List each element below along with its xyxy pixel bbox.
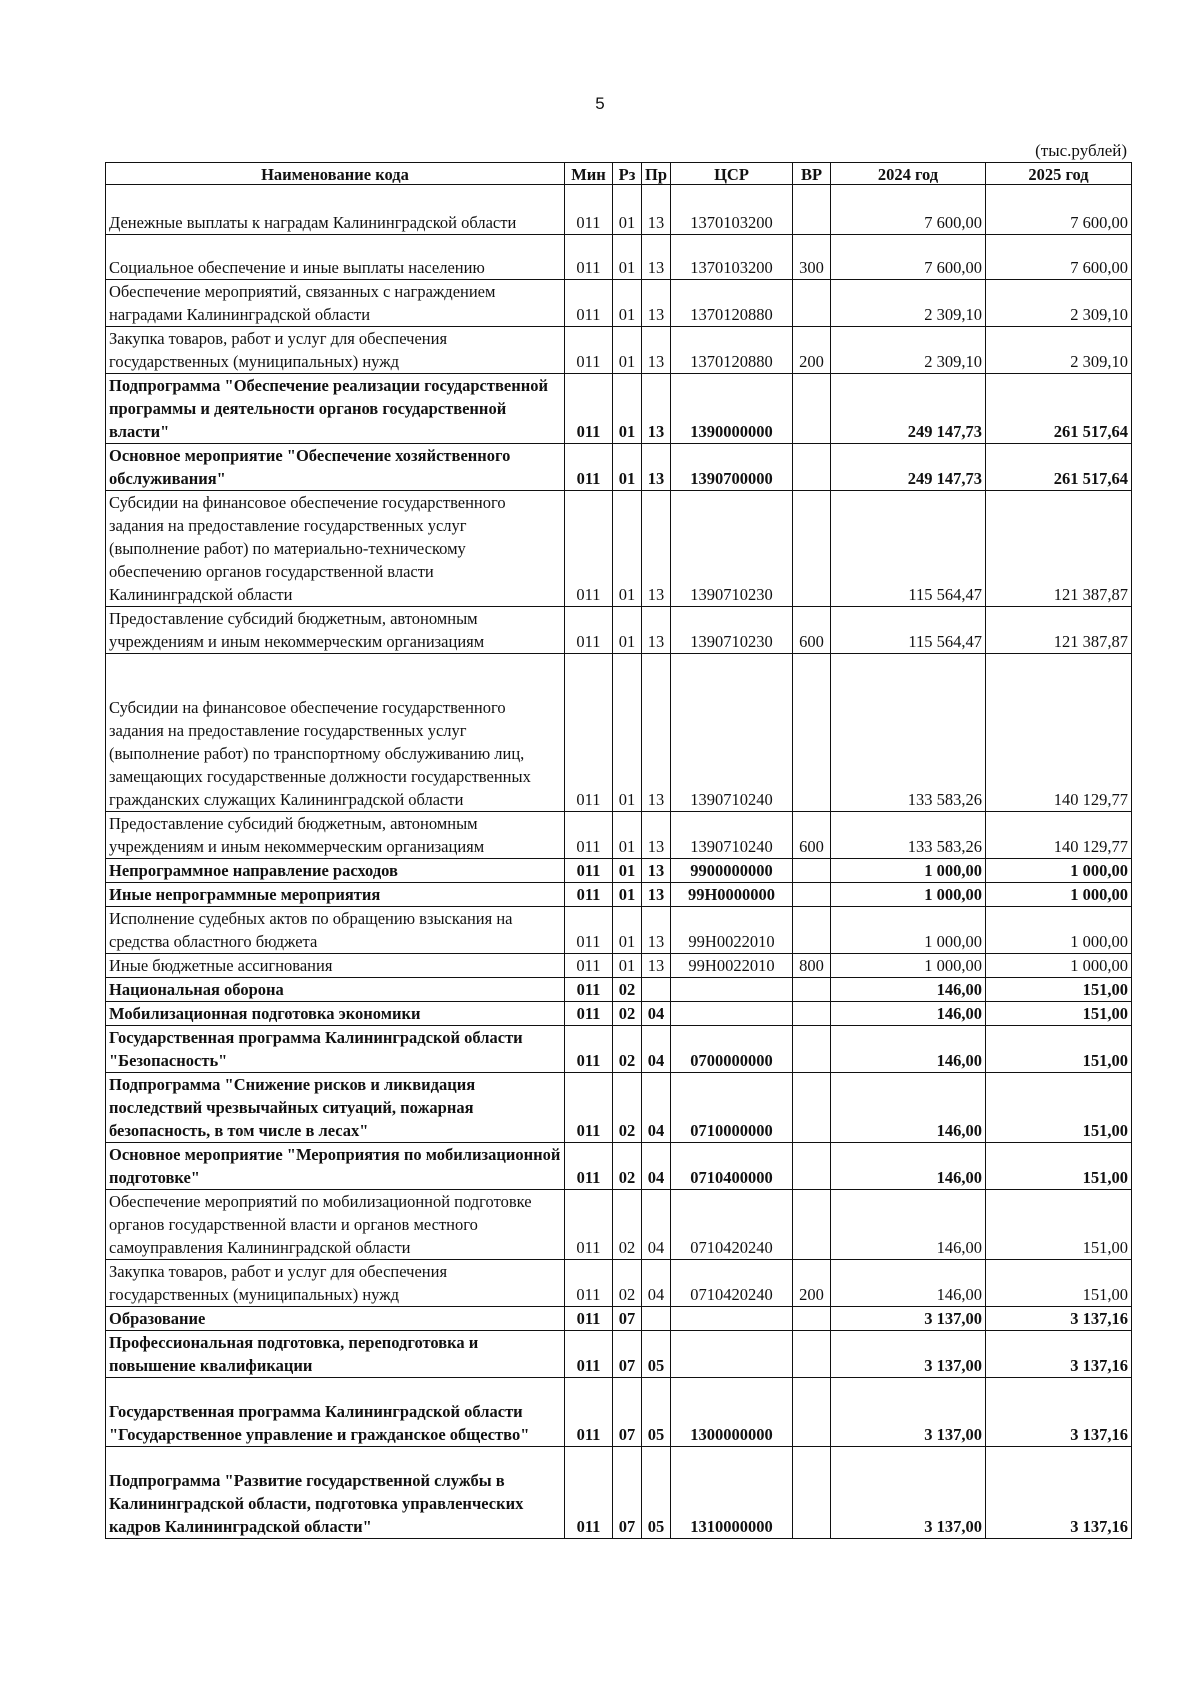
cell-2024: 146,00 — [831, 1190, 986, 1260]
cell-2024: 3 137,00 — [831, 1378, 986, 1447]
cell-name: Предоставление субсидий бюджетным, автономным учреждениям и иным некоммерческим организациям — [106, 812, 565, 859]
cell-rz: 01 — [613, 607, 642, 654]
cell-2024: 3 137,00 — [831, 1447, 986, 1539]
cell-vr — [793, 654, 831, 812]
table-row — [106, 883, 1132, 907]
cell-name: Закупка товаров, работ и услуг для обеспечения государственных (муниципальных) нужд — [106, 1260, 565, 1307]
cell-rz: 02 — [613, 1026, 642, 1073]
cell-name: Государственная программа Калининградской области "Безопасность" — [106, 1026, 565, 1073]
cell-min: 011 — [565, 1190, 613, 1260]
cell-2024: 7 600,00 — [831, 185, 986, 235]
cell-rz: 07 — [613, 1447, 642, 1539]
cell-2025: 140 129,77 — [986, 654, 1132, 812]
cell-name: Иные непрограммные мероприятия — [106, 883, 565, 907]
cell-rz: 07 — [613, 1378, 642, 1447]
cell-rz: 01 — [613, 327, 642, 374]
cell-2025: 7 600,00 — [986, 235, 1132, 280]
cell-2024: 2 309,10 — [831, 327, 986, 374]
cell-csr: 1390700000 — [671, 444, 793, 491]
cell-pr: 13 — [642, 607, 671, 654]
cell-pr: 13 — [642, 859, 671, 883]
cell-name: Профессиональная подготовка, переподготовка и повышение квалификации — [106, 1331, 565, 1378]
cell-rz: 01 — [613, 654, 642, 812]
cell-vr — [793, 1073, 831, 1143]
cell-csr: 1390710230 — [671, 491, 793, 607]
cell-2025: 121 387,87 — [986, 607, 1132, 654]
cell-vr — [793, 1002, 831, 1026]
cell-2025: 3 137,16 — [986, 1447, 1132, 1539]
table-row — [106, 607, 1132, 654]
cell-min: 011 — [565, 883, 613, 907]
table-row — [106, 859, 1132, 883]
table-row — [106, 1143, 1132, 1190]
cell-csr: 1300000000 — [671, 1378, 793, 1447]
cell-2024: 146,00 — [831, 1260, 986, 1307]
cell-pr: 13 — [642, 883, 671, 907]
cell-vr — [793, 1331, 831, 1378]
cell-2025: 3 137,16 — [986, 1331, 1132, 1378]
cell-2025: 151,00 — [986, 1073, 1132, 1143]
cell-csr: 9900000000 — [671, 859, 793, 883]
cell-2025: 261 517,64 — [986, 374, 1132, 444]
cell-min: 011 — [565, 1447, 613, 1539]
cell-rz: 01 — [613, 883, 642, 907]
cell-name: Закупка товаров, работ и услуг для обеспечения государственных (муниципальных) нужд — [106, 327, 565, 374]
cell-2024: 2 309,10 — [831, 280, 986, 327]
cell-2025: 151,00 — [986, 978, 1132, 1002]
cell-csr — [671, 978, 793, 1002]
cell-pr: 04 — [642, 1073, 671, 1143]
cell-pr: 13 — [642, 812, 671, 859]
cell-name: Непрограммное направление расходов — [106, 859, 565, 883]
cell-pr: 04 — [642, 1190, 671, 1260]
cell-name: Основное мероприятие "Мероприятия по мобилизационной подготовке" — [106, 1143, 565, 1190]
cell-csr: 1390710240 — [671, 654, 793, 812]
cell-csr: 1370120880 — [671, 280, 793, 327]
table-row — [106, 812, 1132, 859]
cell-2025: 2 309,10 — [986, 280, 1132, 327]
cell-2024: 133 583,26 — [831, 812, 986, 859]
cell-vr — [793, 374, 831, 444]
cell-name: Подпрограмма "Развитие государственной службы в Калининградской области, подготовка управленческих кадров Калининградской области" — [106, 1447, 565, 1539]
cell-name: Подпрограмма "Снижение рисков и ликвидация последствий чрезвычайных ситуаций, пожарная безопасность, в том числе в лесах" — [106, 1073, 565, 1143]
cell-rz: 01 — [613, 280, 642, 327]
cell-2025: 2 309,10 — [986, 327, 1132, 374]
cell-min: 011 — [565, 185, 613, 235]
cell-name: Субсидии на финансовое обеспечение государственного задания на предоставление государственных услуг (выполнение работ) по материально-техническому обеспечению органов государственной власти Калининградской области — [106, 491, 565, 607]
header-2024: 2024 год — [831, 163, 986, 185]
table-row — [106, 1073, 1132, 1143]
cell-min: 011 — [565, 491, 613, 607]
cell-csr: 99Н0022010 — [671, 954, 793, 978]
cell-pr — [642, 978, 671, 1002]
cell-rz: 01 — [613, 374, 642, 444]
table-row — [106, 1331, 1132, 1378]
cell-rz: 02 — [613, 1073, 642, 1143]
cell-min: 011 — [565, 1073, 613, 1143]
cell-name: Основное мероприятие "Обеспечение хозяйственного обслуживания" — [106, 444, 565, 491]
cell-vr: 300 — [793, 235, 831, 280]
cell-name: Предоставление субсидий бюджетным, автономным учреждениям и иным некоммерческим организациям — [106, 607, 565, 654]
cell-csr: 0700000000 — [671, 1026, 793, 1073]
table-row — [106, 1378, 1132, 1447]
cell-vr — [793, 1307, 831, 1331]
cell-min: 011 — [565, 1307, 613, 1331]
table-row — [106, 327, 1132, 374]
header-rz: Рз — [613, 163, 642, 185]
cell-2024: 1 000,00 — [831, 883, 986, 907]
cell-vr: 600 — [793, 812, 831, 859]
cell-csr: 99Н0022010 — [671, 907, 793, 954]
cell-csr: 0710000000 — [671, 1073, 793, 1143]
cell-2024: 7 600,00 — [831, 235, 986, 280]
cell-rz: 07 — [613, 1307, 642, 1331]
cell-min: 011 — [565, 280, 613, 327]
table-body — [106, 185, 1132, 1539]
cell-2024: 3 137,00 — [831, 1307, 986, 1331]
cell-rz: 01 — [613, 491, 642, 607]
cell-rz: 01 — [613, 954, 642, 978]
cell-pr: 13 — [642, 374, 671, 444]
cell-csr — [671, 1002, 793, 1026]
cell-rz: 02 — [613, 1002, 642, 1026]
cell-rz: 02 — [613, 978, 642, 1002]
cell-2024: 115 564,47 — [831, 491, 986, 607]
cell-rz: 07 — [613, 1331, 642, 1378]
cell-vr — [793, 1026, 831, 1073]
cell-2025: 261 517,64 — [986, 444, 1132, 491]
table-row — [106, 654, 1132, 812]
cell-name: Исполнение судебных актов по обращению взыскания на средства областного бюджета — [106, 907, 565, 954]
cell-min: 011 — [565, 954, 613, 978]
cell-pr: 13 — [642, 327, 671, 374]
cell-name: Образование — [106, 1307, 565, 1331]
cell-vr — [793, 280, 831, 327]
cell-min: 011 — [565, 444, 613, 491]
cell-csr: 1370103200 — [671, 235, 793, 280]
cell-name: Субсидии на финансовое обеспечение государственного задания на предоставление государственных услуг (выполнение работ) по транспортному обслуживанию лиц, замещающих государственные должности государственных гражданских служащих Калининградской области — [106, 654, 565, 812]
cell-pr: 04 — [642, 1026, 671, 1073]
cell-2025: 151,00 — [986, 1002, 1132, 1026]
cell-vr — [793, 1190, 831, 1260]
cell-2025: 3 137,16 — [986, 1307, 1132, 1331]
cell-2024: 1 000,00 — [831, 954, 986, 978]
cell-name: Денежные выплаты к наградам Калининградской области — [106, 185, 565, 235]
cell-min: 011 — [565, 1143, 613, 1190]
cell-min: 011 — [565, 1378, 613, 1447]
cell-pr: 04 — [642, 1260, 671, 1307]
cell-min: 011 — [565, 859, 613, 883]
header-min: Мин — [565, 163, 613, 185]
cell-min: 011 — [565, 1260, 613, 1307]
cell-csr: 1390710240 — [671, 812, 793, 859]
cell-2025: 1 000,00 — [986, 859, 1132, 883]
cell-2024: 249 147,73 — [831, 444, 986, 491]
cell-pr: 13 — [642, 654, 671, 812]
cell-pr: 13 — [642, 235, 671, 280]
page-number: 5 — [595, 94, 605, 113]
cell-pr: 04 — [642, 1143, 671, 1190]
units-label: (тыс.рублей) — [1035, 141, 1127, 160]
cell-min: 011 — [565, 1026, 613, 1073]
cell-csr: 1310000000 — [671, 1447, 793, 1539]
cell-pr: 05 — [642, 1447, 671, 1539]
table-row — [106, 444, 1132, 491]
cell-min: 011 — [565, 654, 613, 812]
cell-min: 011 — [565, 978, 613, 1002]
cell-2024: 1 000,00 — [831, 859, 986, 883]
cell-2025: 1 000,00 — [986, 907, 1132, 954]
cell-csr: 1370120880 — [671, 327, 793, 374]
cell-2024: 146,00 — [831, 1002, 986, 1026]
cell-csr: 0710420240 — [671, 1190, 793, 1260]
cell-min: 011 — [565, 235, 613, 280]
table-row — [106, 907, 1132, 954]
cell-pr: 13 — [642, 954, 671, 978]
cell-pr: 13 — [642, 444, 671, 491]
cell-csr: 1370103200 — [671, 185, 793, 235]
cell-2025: 151,00 — [986, 1143, 1132, 1190]
cell-vr — [793, 444, 831, 491]
cell-name: Государственная программа Калининградской области "Государственное управление и гражданское общество" — [106, 1378, 565, 1447]
cell-2025: 151,00 — [986, 1026, 1132, 1073]
cell-vr — [793, 1447, 831, 1539]
cell-rz: 01 — [613, 444, 642, 491]
cell-2024: 133 583,26 — [831, 654, 986, 812]
table-row — [106, 1190, 1132, 1260]
table-row — [106, 1260, 1132, 1307]
cell-vr — [793, 185, 831, 235]
table-row — [106, 1026, 1132, 1073]
cell-pr: 13 — [642, 185, 671, 235]
header-vr: ВР — [793, 163, 831, 185]
cell-rz: 01 — [613, 235, 642, 280]
cell-csr: 1390710230 — [671, 607, 793, 654]
cell-min: 011 — [565, 1331, 613, 1378]
cell-vr — [793, 907, 831, 954]
cell-vr — [793, 491, 831, 607]
cell-2024: 115 564,47 — [831, 607, 986, 654]
cell-csr: 99Н0000000 — [671, 883, 793, 907]
table-row — [106, 1002, 1132, 1026]
table-row — [106, 235, 1132, 280]
cell-csr: 0710400000 — [671, 1143, 793, 1190]
cell-vr — [793, 1143, 831, 1190]
cell-name: Мобилизационная подготовка экономики — [106, 1002, 565, 1026]
cell-pr: 05 — [642, 1378, 671, 1447]
cell-pr: 13 — [642, 907, 671, 954]
cell-2024: 146,00 — [831, 978, 986, 1002]
cell-name: Обеспечение мероприятий, связанных с награждением наградами Калининградской области — [106, 280, 565, 327]
cell-vr: 600 — [793, 607, 831, 654]
cell-pr: 13 — [642, 280, 671, 327]
cell-min: 011 — [565, 907, 613, 954]
table-row — [106, 978, 1132, 1002]
cell-rz: 01 — [613, 185, 642, 235]
cell-csr — [671, 1307, 793, 1331]
cell-csr: 0710420240 — [671, 1260, 793, 1307]
table-header-row — [106, 163, 1132, 185]
table-row — [106, 280, 1132, 327]
cell-min: 011 — [565, 607, 613, 654]
cell-rz: 01 — [613, 812, 642, 859]
cell-min: 011 — [565, 1002, 613, 1026]
table-row — [106, 1447, 1132, 1539]
cell-2024: 3 137,00 — [831, 1331, 986, 1378]
cell-csr — [671, 1331, 793, 1378]
cell-vr: 200 — [793, 327, 831, 374]
cell-vr — [793, 883, 831, 907]
cell-rz: 02 — [613, 1143, 642, 1190]
cell-pr: 04 — [642, 1002, 671, 1026]
cell-2024: 146,00 — [831, 1143, 986, 1190]
cell-2025: 1 000,00 — [986, 883, 1132, 907]
cell-vr — [793, 1378, 831, 1447]
header-csr: ЦСР — [671, 163, 793, 185]
cell-rz: 02 — [613, 1190, 642, 1260]
cell-name: Обеспечение мероприятий по мобилизационной подготовке органов государственной власти и органов местного самоуправления Калининградской области — [106, 1190, 565, 1260]
cell-pr — [642, 1307, 671, 1331]
cell-min: 011 — [565, 374, 613, 444]
cell-2025: 3 137,16 — [986, 1378, 1132, 1447]
table-row — [106, 374, 1132, 444]
header-name: Наименование кода — [106, 163, 565, 185]
cell-2024: 146,00 — [831, 1073, 986, 1143]
cell-rz: 02 — [613, 1260, 642, 1307]
table-row — [106, 185, 1132, 235]
cell-2025: 1 000,00 — [986, 954, 1132, 978]
cell-2025: 7 600,00 — [986, 185, 1132, 235]
cell-2025: 151,00 — [986, 1190, 1132, 1260]
cell-2024: 146,00 — [831, 1026, 986, 1073]
table-row — [106, 954, 1132, 978]
header-pr: Пр — [642, 163, 671, 185]
header-2025: 2025 год — [986, 163, 1132, 185]
cell-2025: 140 129,77 — [986, 812, 1132, 859]
cell-min: 011 — [565, 812, 613, 859]
cell-name: Подпрограмма "Обеспечение реализации государственной программы и деятельности органов государственной власти" — [106, 374, 565, 444]
table-row — [106, 1307, 1132, 1331]
cell-min: 011 — [565, 327, 613, 374]
cell-2025: 151,00 — [986, 1260, 1132, 1307]
table-row — [106, 491, 1132, 607]
cell-2024: 249 147,73 — [831, 374, 986, 444]
cell-2024: 1 000,00 — [831, 907, 986, 954]
cell-rz: 01 — [613, 907, 642, 954]
cell-name: Социальное обеспечение и иные выплаты населению — [106, 235, 565, 280]
cell-vr — [793, 859, 831, 883]
cell-pr: 05 — [642, 1331, 671, 1378]
cell-pr: 13 — [642, 491, 671, 607]
cell-vr: 200 — [793, 1260, 831, 1307]
cell-rz: 01 — [613, 859, 642, 883]
budget-table — [105, 162, 1132, 1539]
cell-vr — [793, 978, 831, 1002]
cell-name: Национальная оборона — [106, 978, 565, 1002]
cell-vr: 800 — [793, 954, 831, 978]
cell-csr: 1390000000 — [671, 374, 793, 444]
cell-2025: 121 387,87 — [986, 491, 1132, 607]
cell-name: Иные бюджетные ассигнования — [106, 954, 565, 978]
